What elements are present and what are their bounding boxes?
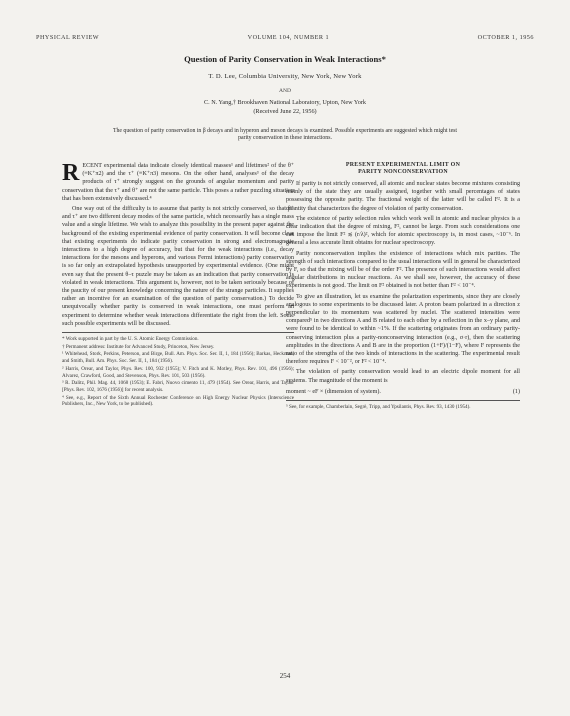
footnote: ¹ Whitehead, Stork, Perkins, Peterson, and Birge, Bull. Am. Phys. Soc. Ser. II, 1, 184 (1956); Barkas, Heckman, and Smith, Bull. Am. Phys. Soc. Ser. II, 1, 184 (1956). xyxy=(62,351,294,365)
equation: moment ~ eF × (dimension of system). xyxy=(286,388,381,395)
second-author-line: C. N. Yang,† Brookhaven National Laboratory, Upton, New York xyxy=(203,99,366,106)
received-date: (Received June 22, 1956) xyxy=(253,107,317,115)
section-heading-line-1: PRESENT EXPERIMENTAL LIMIT ON xyxy=(345,162,461,168)
volume-number: VOLUME 104, NUMBER 1 xyxy=(247,34,330,41)
body-paragraph: Parity nonconservation implies the existence of interactions which mix parities. The strength of such interactions compared to the usual interactions will in general be characterized by F, so that the mixing will be of the order F². The presence of such interactions would affect angular distributions in nuclear reactions. As we shall see, however, the accuracy of these experiments is not good. The limit on F² obtained is not better than F² < 10⁻⁴. xyxy=(286,250,520,290)
journal-name: PHYSICAL REVIEW xyxy=(36,34,100,41)
body-paragraph: One way out of the difficulty is to assume that parity is not strictly conserved, so that θ⁺ and τ⁺ are two different decay modes of the same particle, which necessarily has a single mass value and a single lifetime. We wish to analyze this possibility in the present paper against the background of the existing experimental evidence of parity conservation. It will become clear that existing experiments do indicate parity conservation in strong and electromagnetic interactions to a high degree of accuracy, but that for the weak interactions (i.e., decay interactions for the mesons and hyperons, and various Fermi interactions) parity conservation is so far only an extrapolated hypothesis unsupported by experimental evidence. (One might even say that the present θ–τ puzzle may be taken as an indication that parity conservation is violated in weak interactions. This argument is, however, not to be taken seriously because of the paucity of our present knowledge concerning the nature of the strange particles. It supplies rather an incentive for an examination of the question of parity conservation.) To decide unequivocally whether parity is conserved in weak interactions, one must perform an experiment to determine whether weak interactions differentiate the right from the left. Some such possible experiments will be discussed. xyxy=(62,206,294,327)
abstract: The question of parity conservation in β decays and in hyperon and meson decays is examined. Possible experiments are suggested which might test parity conservation in these interactions. xyxy=(112,128,458,142)
section-heading-line-2: PARITY NONCONSERVATION xyxy=(358,169,448,175)
footnote: ³ R. Dalitz, Phil. Mag. 44, 1068 (1953); E. Fabri, Nuovo cimento 11, 479 (1954). See Orear, Harris, and Taylor [Phys. Rev. 102, 1676 (1956)] for recent analysis. xyxy=(62,380,294,393)
section-heading xyxy=(286,162,520,176)
author-line: T. D. Lee, Columbia University, New York, New York xyxy=(208,73,362,80)
equation-number: (1) xyxy=(512,388,520,395)
body-paragraph: To give an illustration, let us examine the polarization experiments, since they are closely analogous to some experiments to be discussed later. A proton beam polarized in a direction z perpendicular to its momentum was scattered by nuclei. The scattered intensities were compared⁵ in two directions A and B related to each other by a reflection in the x–y plane, and were found to be identical to within ~1%. If the scattering originates from an ordinary parity-conserving interaction plus a parity-nonconserving interaction (e.g., σ·r), then the scattering amplitudes in the directions A and B are in the proportion (1+F)/(1−F), where F represents the ratio of the strengths of the two kinds of interactions in the scattering. The experimental result therefore requires F < 10⁻², or F² < 10⁻⁴. xyxy=(286,293,520,366)
author-separator: AND xyxy=(278,88,292,94)
intro-text: ECENT experimental data indicate closely identical masses¹ and lifetimes² of the θ⁺ (≡K⁺π2) and the τ⁺ (≡K⁺π3) mesons. On the other hand, analyses³ of the decay products of τ⁺ strongly suggest on the grounds of angular momentum and parity conservation that the τ⁺ and θ⁺ are not the same particle. This poses a rather puzzling situation that has been extensively discussed.⁴ xyxy=(62,163,294,202)
footnote: † Permanent address: Institute for Advanced Study, Princeton, New Jersey. xyxy=(62,343,215,350)
footnote: ⁵ See, for example, Chamberlain, Segrè, Tripp, and Ypsilantis, Phys. Rev. 93, 1430 (1954). xyxy=(286,404,471,411)
intro-paragraph xyxy=(62,162,294,203)
body-paragraph: If parity is not strictly conserved, all atomic and nuclear states become mixtures consisting mainly of the state they are usually assigned, together with small percentages of states possessing the opposite parity. The fractional weight of the latter will be called F². It is a quantity that characterizes the degree of violation of parity conservation. xyxy=(286,181,520,212)
affiliation-block xyxy=(0,99,570,116)
footnote: * Work supported in part by the U. S. Atomic Energy Commission. xyxy=(62,336,199,343)
running-header xyxy=(36,34,534,41)
body-paragraph: The existence of parity selection rules which work well in atomic and nuclear physics is a clear indication that the degree of mixing, F², cannot be large. From such considerations one can impose the limit F² ≲ (r/λ)², which for atomic spectroscopy is, in most cases, ~10⁻⁶. In general a less accurate limit obtains for nuclear spectroscopy. xyxy=(286,215,520,247)
footnotes xyxy=(286,400,520,411)
body-paragraph: The violation of parity conservation would lead to an electric dipole moment for all systems. The magnitude of the moment is xyxy=(286,369,520,384)
footnote: ⁴ See, e.g., Report of the Sixth Annual Rochester Conference on High Energy Nuclear Physics (Interscience Publishers, Inc., New York, to be published). xyxy=(62,394,294,408)
footnote: ² Harris, Orear, and Taylor, Phys. Rev. 100, 932 (1955); V. Fitch and K. Motley, Phys. Rev. 101, 496 (1956); Alvarez, Crawford, Good, and Stevenson, Phys. Rev. 101, 503 (1956). xyxy=(62,365,294,379)
page-number: 254 xyxy=(279,672,291,680)
footnotes xyxy=(62,332,294,408)
drop-cap: R xyxy=(62,160,80,186)
equation-row xyxy=(286,388,520,396)
issue-date: OCTOBER 1, 1956 xyxy=(477,34,534,41)
right-column xyxy=(286,162,520,412)
paper-title: Question of Parity Conservation in Weak Interactions* xyxy=(184,54,386,64)
left-column xyxy=(62,162,294,409)
